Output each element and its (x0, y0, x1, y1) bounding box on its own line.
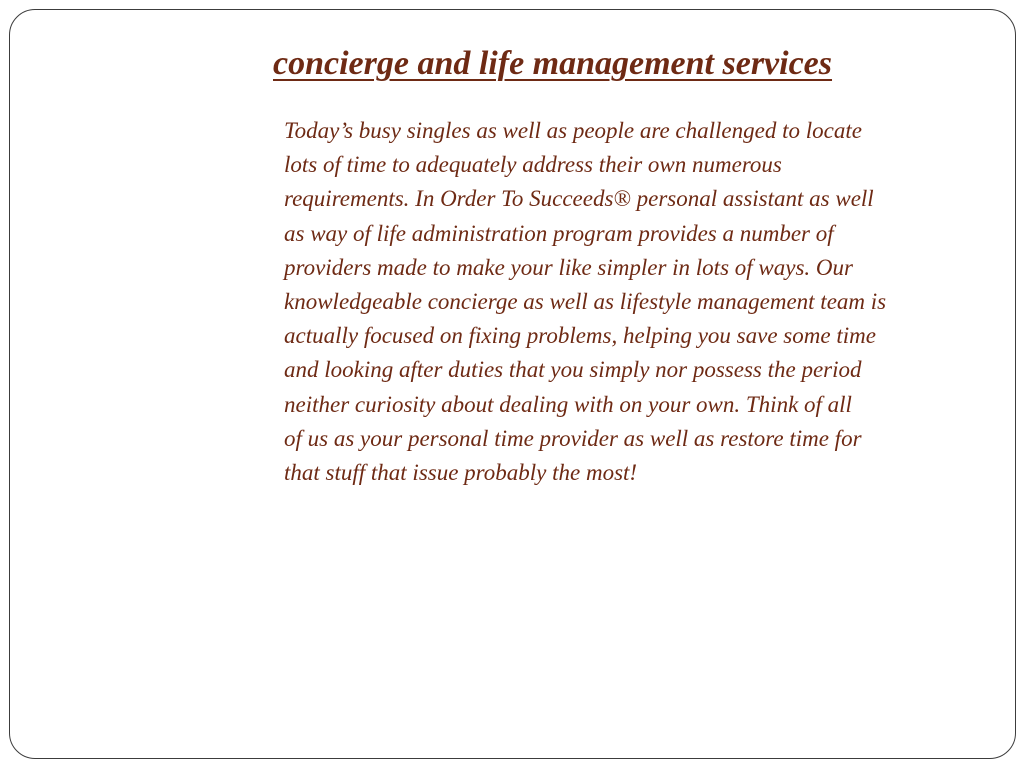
body-line: lots of time to adequately address their own numerous (284, 152, 782, 178)
body-line: that stuff that issue probably the most! (284, 460, 638, 486)
body-line: requirements. In Order To Succeeds® personal assistant as well (284, 186, 874, 212)
body-line: as way of life administration program provides a number of (284, 220, 834, 246)
body-line: providers made to make your like simpler in lots of ways. Our (284, 254, 853, 280)
slide-title: concierge and life management services (273, 45, 833, 82)
body-line: and looking after duties that you simply nor possess the period (284, 357, 862, 383)
body-line: Today’s busy singles as well as people are challenged to locate (284, 118, 862, 143)
body-line: actually focused on fixing problems, helping you save some time (284, 323, 876, 349)
body-line: knowledgeable concierge as well as lifestyle management team is (284, 289, 887, 315)
body-line: of us as your personal time provider as well as restore time for (284, 425, 862, 451)
body-line: neither curiosity about dealing with on your own. Think of all (284, 391, 852, 417)
body-paragraph (284, 114, 974, 490)
